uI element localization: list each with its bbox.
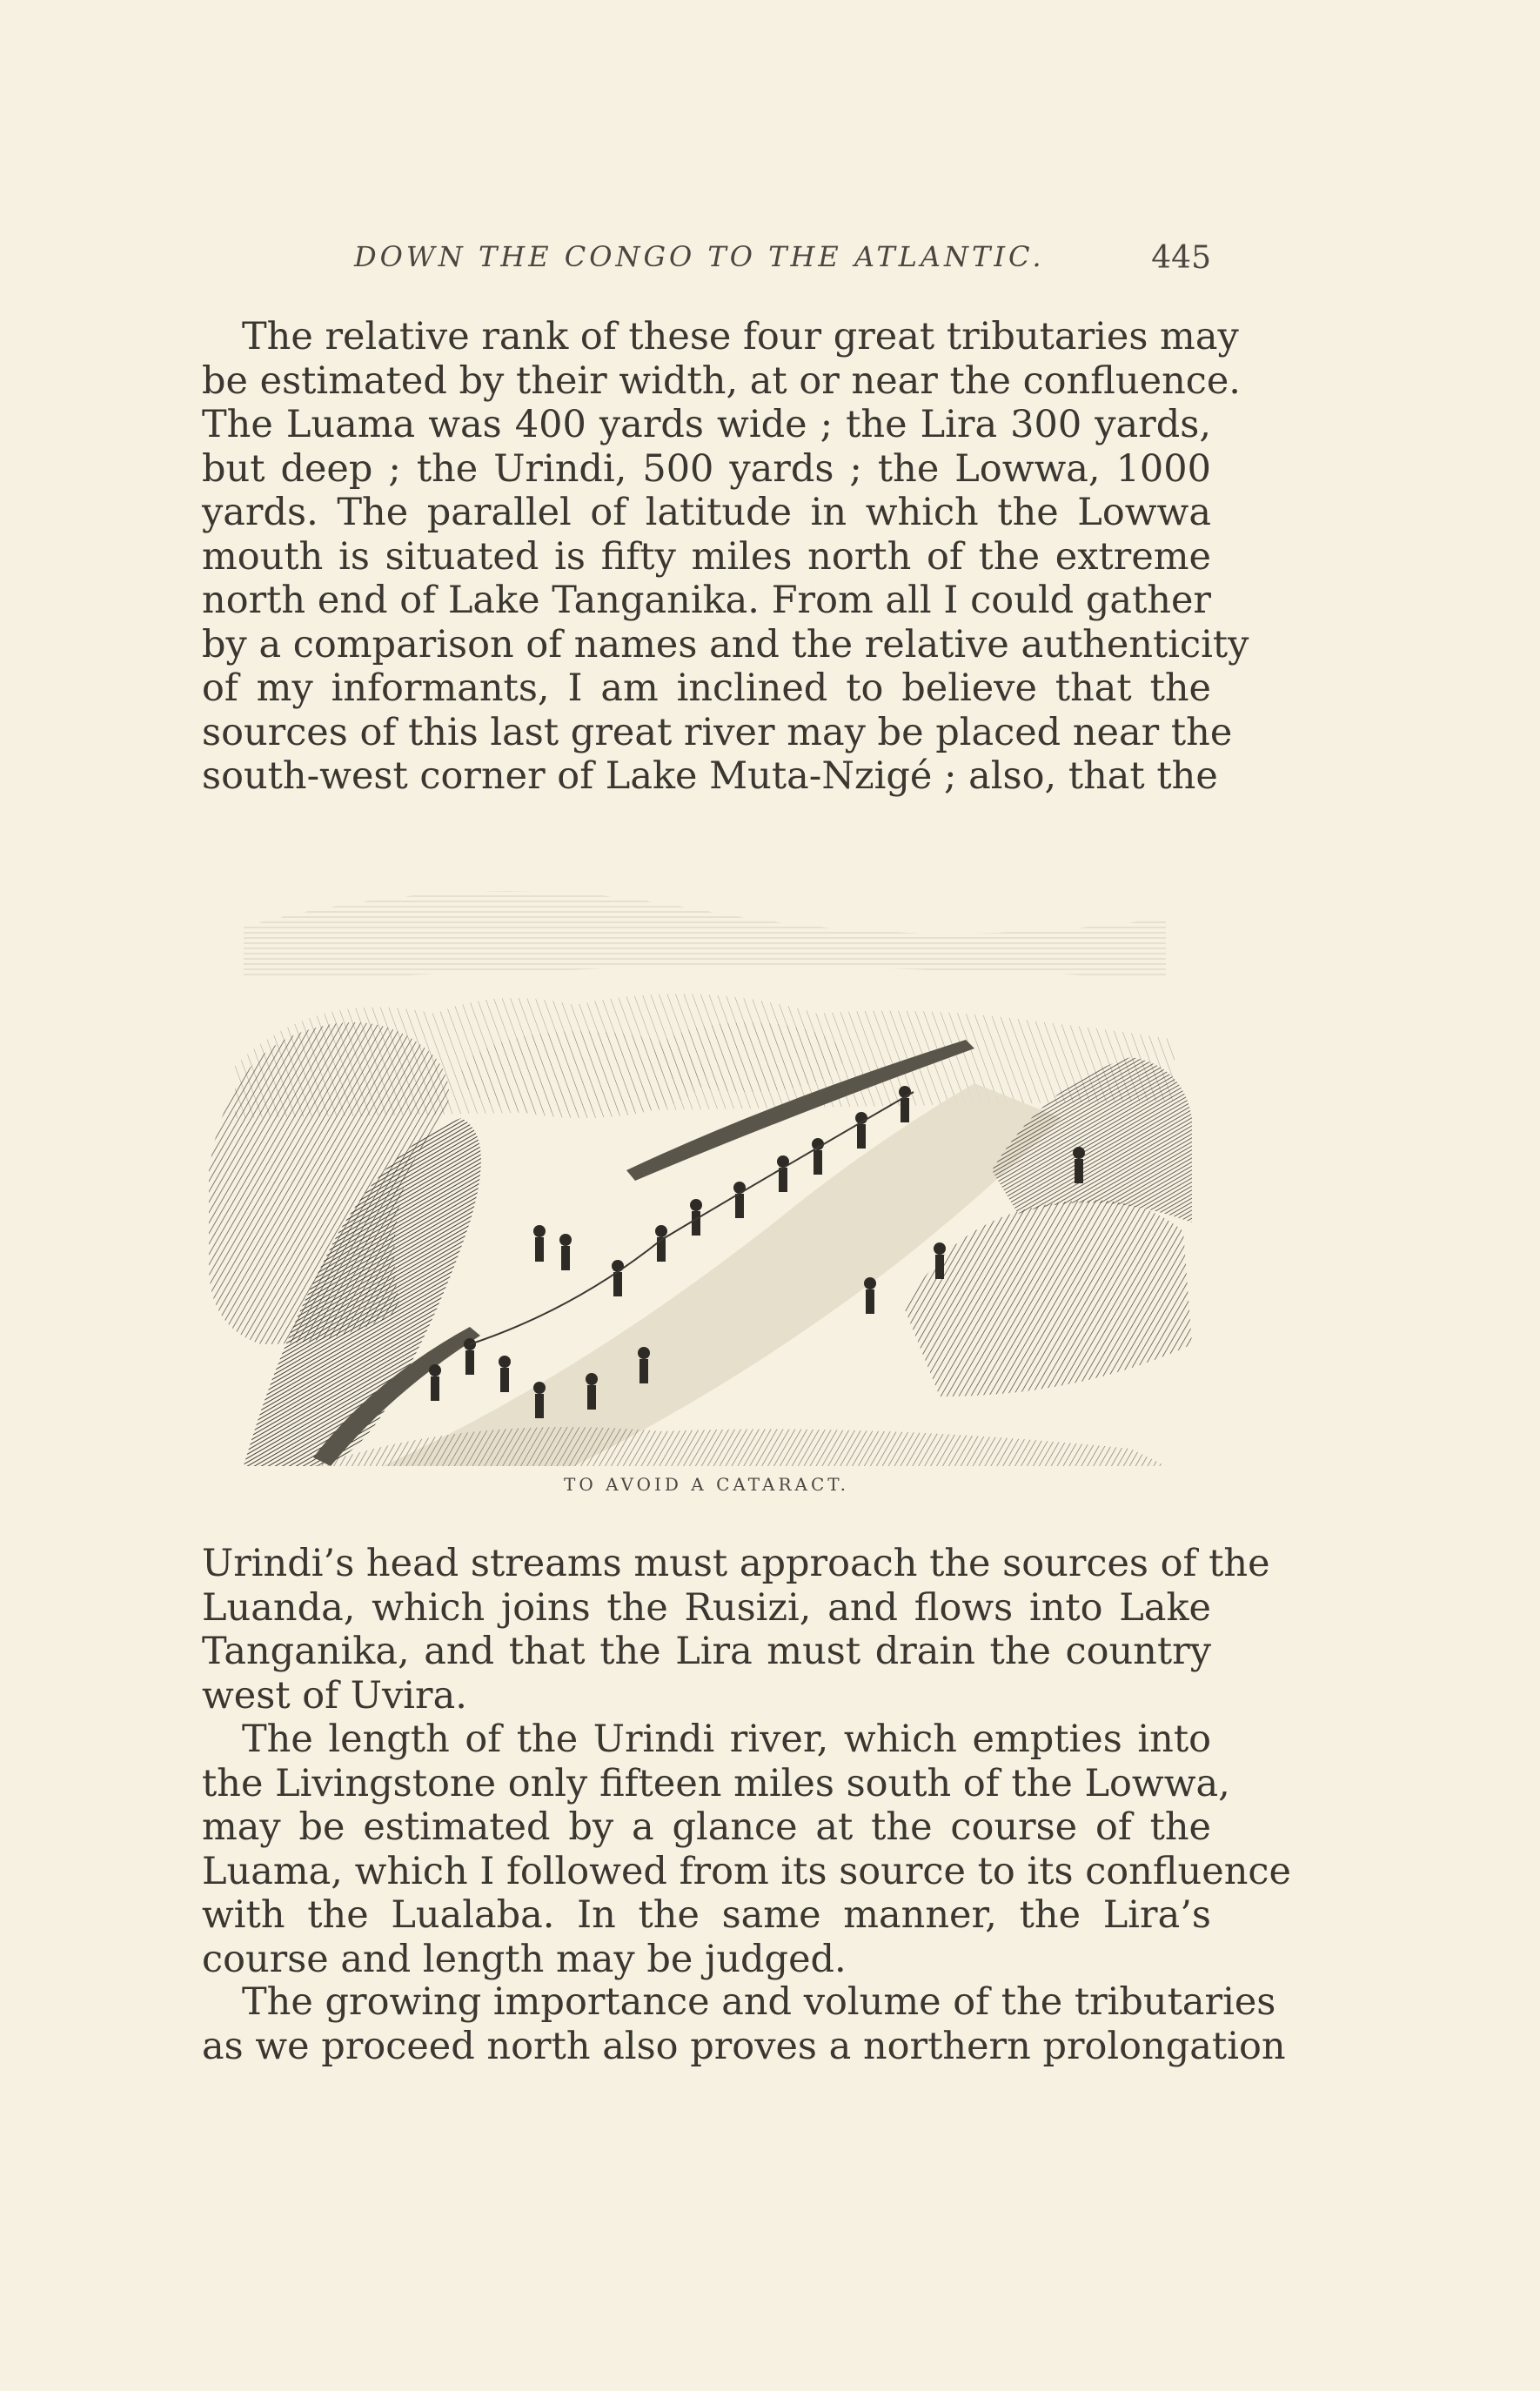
paragraph-2 (202, 1542, 1270, 1718)
paragraph-4 (202, 1980, 1286, 2068)
text-line: Tanganika, and that the Lira must drain the country (202, 1630, 1211, 1673)
paragraph-1 (202, 315, 1249, 799)
text-line: course and length may be judged. (202, 1937, 847, 1981)
text-line: The growing importance and volume of the tributaries (242, 1980, 1276, 2024)
text-line: sources of this last great river may be placed near the (202, 710, 1233, 754)
text-line: The length of the Urindi river, which empties into (242, 1718, 1211, 1761)
text-line: Luama, which I followed from its source to its confluence (202, 1849, 1291, 1893)
illustration-caption: TO AVOID A CATARACT. (563, 1474, 850, 1495)
text-line: with the Lualaba. In the same manner, the Lira’s (202, 1893, 1211, 1937)
text-line: south-west corner of Lake Muta-Nzigé ; also, that the (202, 754, 1218, 798)
text-line: Urindi’s head streams must approach the sources of the (202, 1542, 1270, 1585)
text-line: but deep ; the Urindi, 500 yards ; the Lowwa, 1000 (202, 446, 1211, 491)
text-line: west of Uvira. (202, 1673, 467, 1718)
text-line: the Livingstone only fifteen miles south of the Lowwa, (202, 1761, 1230, 1805)
text-line: The relative rank of these four great tributaries may (242, 315, 1239, 358)
running-title: DOWN THE CONGO TO THE ATLANTIC. (354, 240, 1045, 273)
page-number: 445 (1151, 240, 1211, 276)
paragraph-3 (202, 1718, 1291, 1981)
engraving-image (209, 857, 1201, 1466)
text-line: Luanda, which joins the Rusizi, and flows into Lake (202, 1585, 1211, 1630)
text-line: as we proceed north also proves a northern prolongation (202, 2024, 1286, 2068)
text-line: be estimated by their width, at or near the confluence. (202, 358, 1241, 403)
running-header (202, 240, 1211, 292)
text-line: yards. The parallel of latitude in which the Lowwa (202, 491, 1211, 534)
text-line: mouth is situated is fifty miles north of the extreme (202, 534, 1211, 579)
text-line: north end of Lake Tanganika. From all I could gather (202, 579, 1211, 622)
text-line: may be estimated by a glance at the course of the (202, 1805, 1211, 1849)
text-line: by a comparison of names and the relative authenticity (202, 622, 1249, 666)
cataract-engraving (209, 857, 1201, 1466)
text-line: of my informants, I am inclined to believe that the (202, 666, 1211, 710)
text-line: The Luama was 400 yards wide ; the Lira 300 yards, (202, 403, 1211, 446)
